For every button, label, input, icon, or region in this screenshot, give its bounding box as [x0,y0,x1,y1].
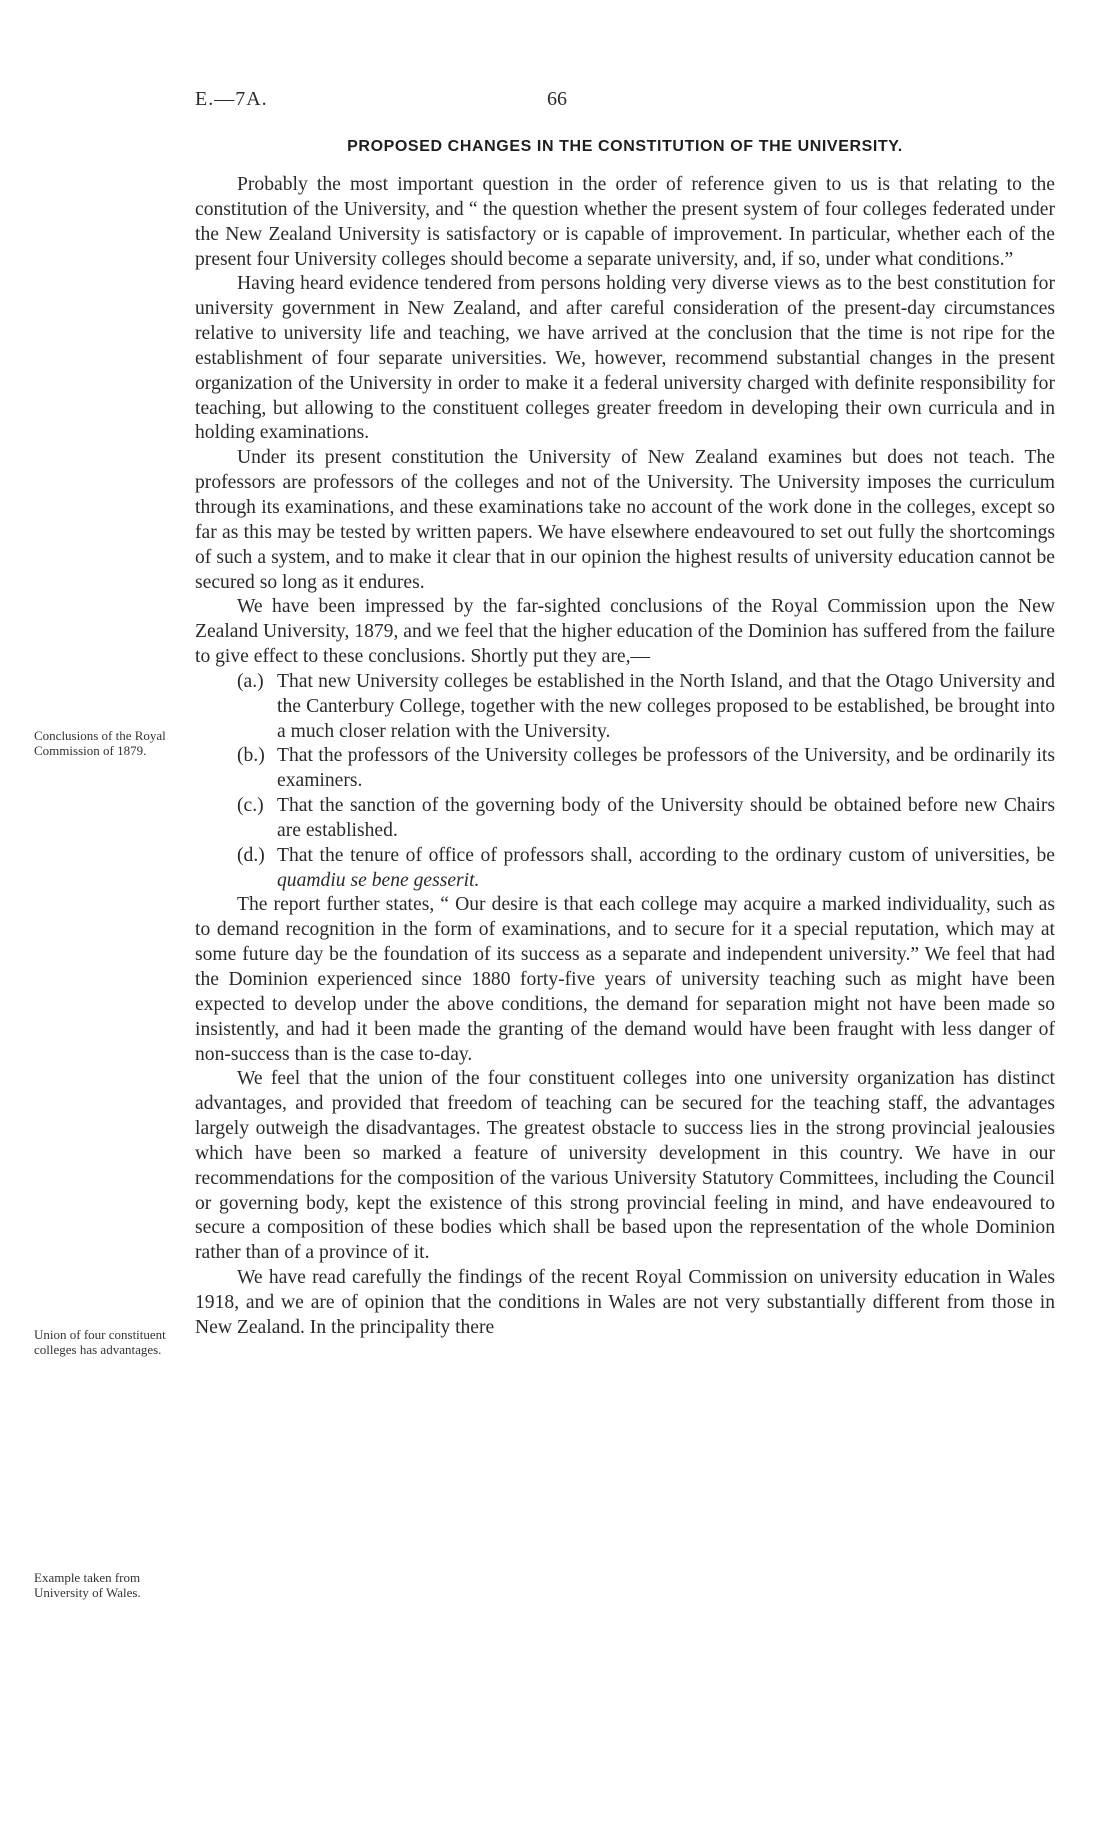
list-item-text: That new University colleges be established in the North Island, and that the Otago University and the Canterbury College, together with the new colleges proposed to be established, be brought into a much closer relation with the University. [277,670,1055,742]
margin-note-royal-commission: Conclusions of the Royal Commission of 1879. [34,728,166,758]
paragraph: Having heard evidence tendered from persons holding very diverse views as to the best constitution for university government in New Zealand, and after careful consideration of the present-day circumstances relative to university life and teaching, we have arrived at the conclusion that the time is not ripe for the establishment of four separate universities. We, however, recommend substantial changes in the present organization of the University in order to make it a federal university charged with definite responsibility for teaching, but allowing to the constituent colleges greater freedom in developing their own curricula and in holding examinations. [195,273,1055,444]
body-text [195,173,1055,1341]
list-item-text: That the professors of the University colleges be professors of the University, and be ordinarily its examiners. [277,745,1055,792]
list-item-text: That the sanction of the governing body of the University should be obtained before new Chairs are established. [277,795,1055,841]
list-item [195,670,1055,745]
latin-phrase: quamdiu se bene gesserit. [277,869,480,891]
document-reference: E.—7A. [195,88,268,110]
paragraph: We have read carefully the findings of the recent Royal Commission on university education in Wales 1918, and we are of opinion that the conditions in Wales are not very substantially different from those in New Zealand. In the principality there [195,1267,1055,1338]
list-item-label: (d.) [237,844,265,866]
paragraph: Under its present constitution the University of New Zealand examines but does not teach. The professors are professors of the colleges and not of the University. The University imposes the curriculum through its examinations, and these examinations take no account of the work done in the colleges, except so far as this may be tested by written papers. We have elsewhere endeavoured to set out fully the shortcomings of such a system, and to make it clear that in our opinion the highest results of university education cannot be secured so long as it endures. [195,447,1055,593]
paragraph: Probably the most important question in the order of reference given to us is that relating to the constitution of the University, and “ the question whether the present system of four colleges federated under the New Zealand University is satisfactory or is capable of improvement. In particular, whether each of the present four University colleges should become a separate university, and, if so, under what conditions.” [195,174,1055,270]
list-item-label: (b.) [237,745,265,767]
margin-note-union-of-colleges: Union of four constituent colleges has advantages. [34,1327,166,1357]
list-item [195,794,1055,844]
list-item-text: That the tenure of office of professors shall, according to the ordinary custom of universities, be [277,844,1055,866]
list-item [195,844,1055,894]
list-item-label: (a.) [237,670,264,692]
paragraph: We feel that the union of the four constituent colleges into one university organization has distinct advantages, and provided that freedom of teaching can be secured for the teaching staff, the advantages largely outweigh the disadvantages. The greatest obstacle to success lies in the strong provincial jealousies which have been so marked a feature of university development in this country. We have in our recommendations for the composition of the various University Statutory Committees, including the Council or governing body, kept the existence of this strong provincial feeling in mind, and have endeavoured to secure a composition of these bodies which shall be based upon the representation of the whole Dominion rather than of a province of it. [195,1068,1055,1264]
list-item [195,744,1055,794]
page-number: 66 [547,88,567,110]
paragraph: The report further states, “ Our desire is that each college may acquire a marked individuality, such as to demand recognition in the form of examinations, and to secure for it a special reputation, which may at some future day be the foundation of its success as a separate and independent university.” We feel that had the Dominion experienced since 1880 forty-five years of university teaching such as might have been expected to develop under the above conditions, the demand for separation might not have been made so insistently, and had it been made the granting of the demand would have been fraught with less danger of non-success than is the case to-day. [195,894,1055,1065]
section-title: PROPOSED CHANGES IN THE CONSTITUTION OF THE UNIVERSITY. [347,138,903,155]
margin-note-wales: Example taken from University of Wales. [34,1570,141,1600]
paragraph: We have been impressed by the far-sighted conclusions of the Royal Commission upon the New Zealand University, 1879, and we feel that the higher education of the Dominion has suffered from the failure to give effect to these conclusions. Shortly put they are,— [195,596,1055,668]
list-item-label: (c.) [237,795,264,817]
